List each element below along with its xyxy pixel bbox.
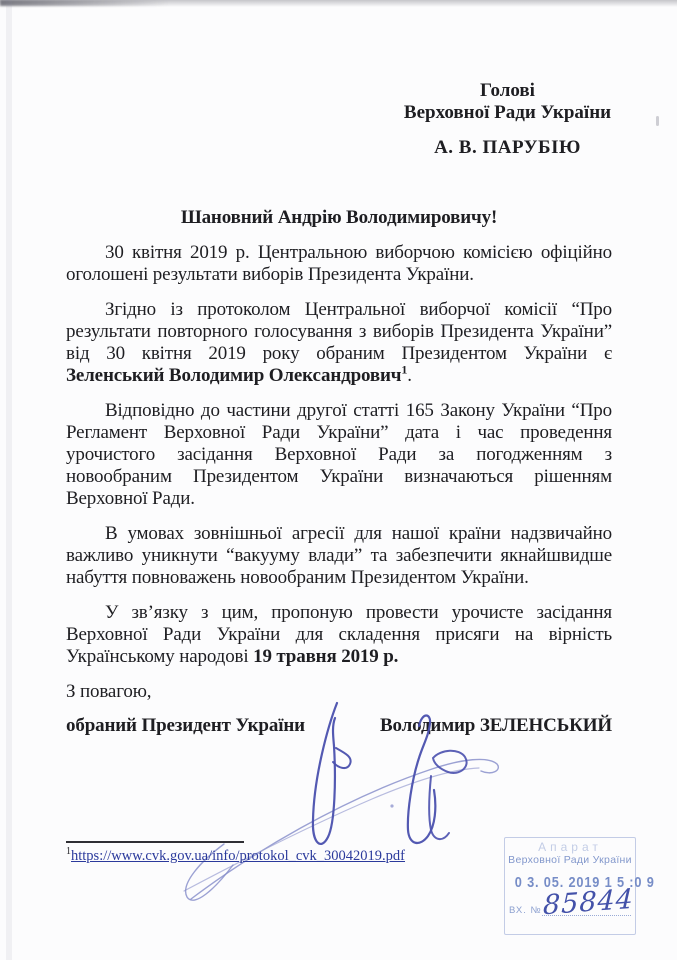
stamp-org-line1: Апарат	[538, 840, 602, 854]
signature-block	[66, 715, 612, 737]
scan-artifact-top-smudge	[0, 0, 170, 6]
paragraph-protocol	[66, 299, 612, 387]
recipient-block	[395, 80, 620, 159]
salutation: Шановний Андрію Володимировичу!	[180, 207, 498, 228]
paragraph-proposal-text: У зв’язку з цим, пропоную провести урочисте засідання Верховної Ради України для складення присяги на вірність Українському народові	[66, 602, 612, 667]
registration-stamp	[504, 837, 655, 935]
letter-body	[66, 207, 612, 737]
paragraph-election-results: 30 квітня 2019 р. Центральною виборчою комісією офіційно оголошені результати виборів Президента України.	[66, 242, 612, 285]
recipient-title-line2: Верховної Ради України	[403, 102, 612, 123]
recipient-title-line1: Голові	[480, 80, 535, 101]
stamp-registration-row	[509, 883, 635, 922]
footnote-reference: 1	[401, 362, 408, 377]
paragraph-protocol-text: Згідно із протоколом Центральної виборчої комісії “Про результати повторного голосування з виборів Президента України” від 30 квітня 2019 року обраним Президентом України є	[66, 299, 612, 364]
elected-president-name: Зеленський Володимир Олександрович$^1$	[66, 362, 408, 386]
signer-name: Володимир ЗЕЛЕНСЬКИЙ	[380, 715, 612, 736]
footnote-separator	[66, 841, 244, 843]
footnote-marker: 1	[66, 846, 71, 858]
scan-artifact-speck	[656, 116, 659, 126]
inauguration-date: 19 травня 2019 р.	[253, 646, 399, 667]
scan-artifact-left-edge	[6, 0, 12, 960]
stamp-org-line2: Верховної Ради України	[508, 854, 632, 866]
closing-phrase: З повагою,	[66, 681, 152, 702]
stamp-reg-label: ВХ. №	[509, 905, 542, 916]
stamp-reg-number-handwritten: 85844	[542, 883, 635, 922]
paragraph-proposal	[66, 602, 612, 668]
footnote	[66, 848, 405, 865]
paragraph-protocol-period: .	[407, 365, 412, 386]
stamp-datetime: 0 3. 05. 2019 1 5 :0 9	[514, 874, 655, 891]
signer-role: обраний Президент України	[66, 715, 305, 736]
footnote-link[interactable]: https://www.cvk.gov.ua/info/protokol_cvk_30042019.pdf	[71, 848, 406, 864]
paragraph-law-regulation: Відповідно до частини другої статті 165 Закону України “Про Регламент Верховної Ради України” дата і час проведення урочистого засідання Верховної Ради за погодженням з новообраним Президентом України визначаються рішенням Верховної Ради.	[66, 400, 612, 509]
paragraph-power-vacuum: В умовах зовнішньої агресії для нашої країни надзвичайно важливо уникнути “вакууму влади” та забезпечити якнайшвидше набуття повноважень новообраним Президентом України.	[66, 523, 612, 588]
recipient-name: А. В. ПАРУБІЮ	[434, 137, 581, 158]
